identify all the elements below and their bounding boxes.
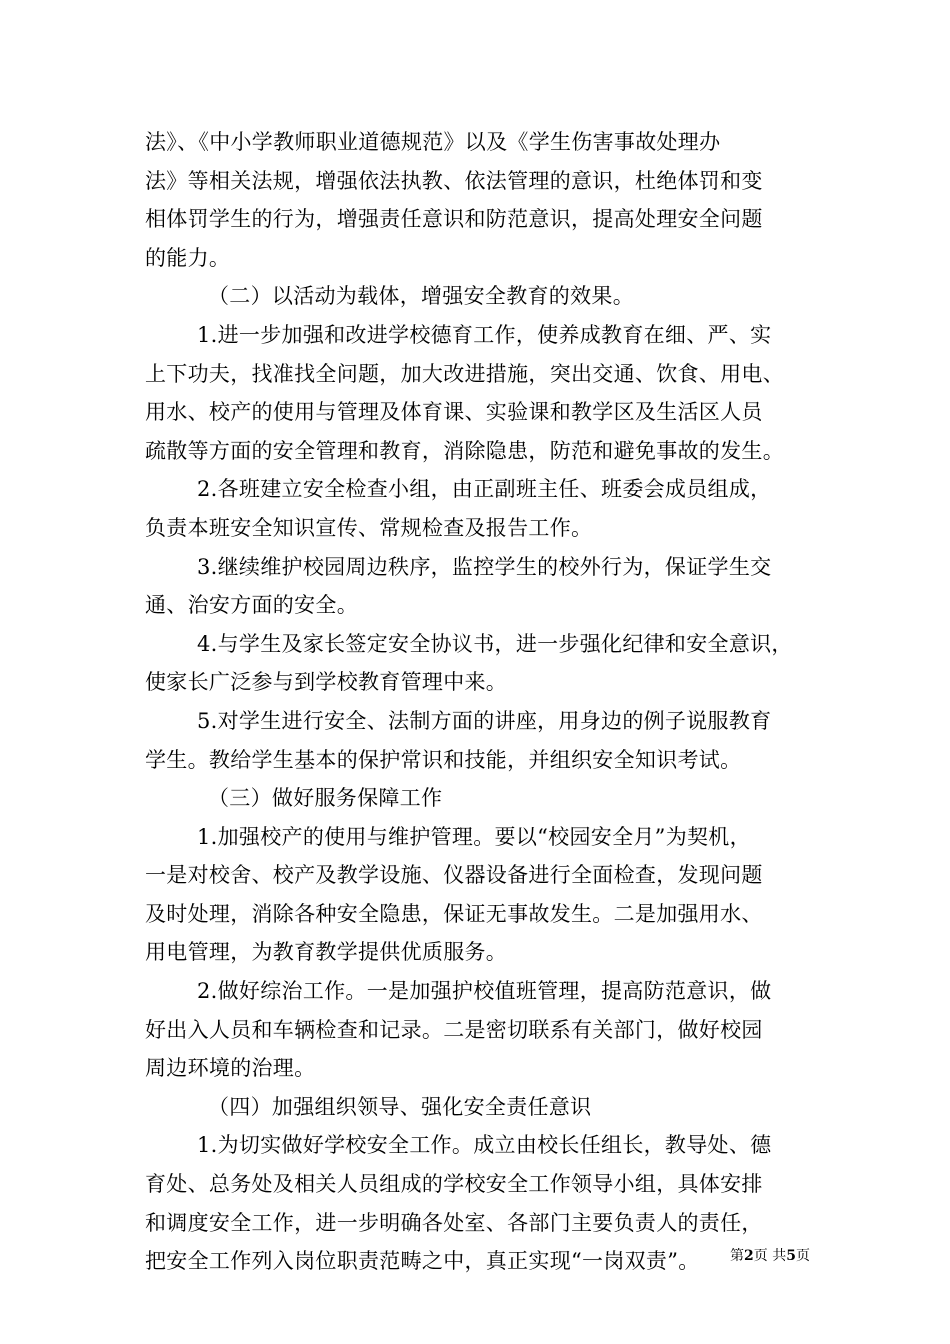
text-line: 法》等相关法规，增强依法执教、依法管理的意识，杜绝体罚和变: [145, 168, 763, 193]
footer-prefix: 第: [730, 1248, 745, 1264]
text-line: 通、治安方面的安全。: [145, 593, 358, 618]
text-line: 上下功夫，找准找全问题，加大改进措施，突出交通、饮食、用电、: [145, 361, 784, 386]
text-line: 3.继续维护校园周边秩序，监控学生的校外行为，保证学生交: [197, 554, 772, 579]
section-heading: （二）以活动为载体，增强安全教育的效果。: [208, 284, 634, 309]
text-line: 5.对学生进行安全、法制方面的讲座，用身边的例子说服教育: [197, 708, 772, 733]
section-heading: （三）做好服务保障工作: [208, 786, 443, 811]
text-line: 一是对校舍、校产及教学设施、仪器设备进行全面检查，发现问题: [145, 863, 763, 888]
current-page-number: 2: [744, 1248, 754, 1264]
text-line: 4.与学生及家长签定安全协议书，进一步强化纪律和安全意识，: [197, 631, 793, 656]
text-line: 好出入人员和车辆检查和记录。二是密切联系有关部门，做好校园: [145, 1017, 763, 1042]
text-line: 学生。教给学生基本的保护常识和技能，并组织安全知识考试。: [145, 747, 742, 772]
text-line: 2.做好综治工作。一是加强护校值班管理，提高防范意识，做: [197, 979, 772, 1004]
page-footer: [700, 1246, 810, 1266]
text-line: 用水、校产的使用与管理及体育课、实验课和教学区及生活区人员: [145, 400, 763, 425]
text-line: 负责本班安全知识宣传、常规检查及报告工作。: [145, 515, 593, 540]
text-line: 育处、总务处及相关人员组成的学校安全工作领导小组，具体安排: [145, 1172, 763, 1197]
text-line: 使家长广泛参与到学校教育管理中来。: [145, 670, 508, 695]
text-line: 1.进一步加强和改进学校德育工作，使养成教育在细、严、实: [197, 322, 772, 347]
text-line: 1.加强校产的使用与维护管理。要以“校园安全月”为契机，: [197, 824, 751, 849]
text-line: 1.为切实做好学校安全工作。成立由校长任组长，教导处、德: [197, 1133, 772, 1158]
text-line: 的能力。: [145, 245, 231, 270]
total-page-number: 5: [786, 1248, 796, 1264]
text-line: 疏散等方面的安全管理和教育，消除隐患，防范和避免事故的发生。: [145, 438, 784, 463]
document-body: [145, 123, 815, 1281]
text-line: 和调度安全工作，进一步明确各处室、各部门主要负责人的责任，: [145, 1210, 763, 1235]
section-heading: （四）加强组织领导、强化安全责任意识: [208, 1094, 592, 1119]
text-line: 用电管理，为教育教学提供优质服务。: [145, 940, 508, 965]
text-line: 法》、《中小学教师职业道德规范》以及《学生伤害事故处理办: [145, 130, 721, 154]
text-line: 及时处理，消除各种安全隐患，保证无事故发生。二是加强用水、: [145, 901, 763, 926]
text-line: 周边环境的治理。: [145, 1056, 316, 1081]
footer-middle: 页 共: [753, 1248, 787, 1264]
text-line: 相体罚学生的行为，增强责任意识和防范意识，提高处理安全问题: [145, 207, 763, 232]
text-line: 2.各班建立安全检查小组，由正副班主任、班委会成员组成，: [197, 477, 772, 502]
text-line: 把安全工作列入岗位职责范畴之中，真正实现“一岗双责”。: [145, 1249, 700, 1274]
footer-suffix: 页: [796, 1248, 810, 1264]
